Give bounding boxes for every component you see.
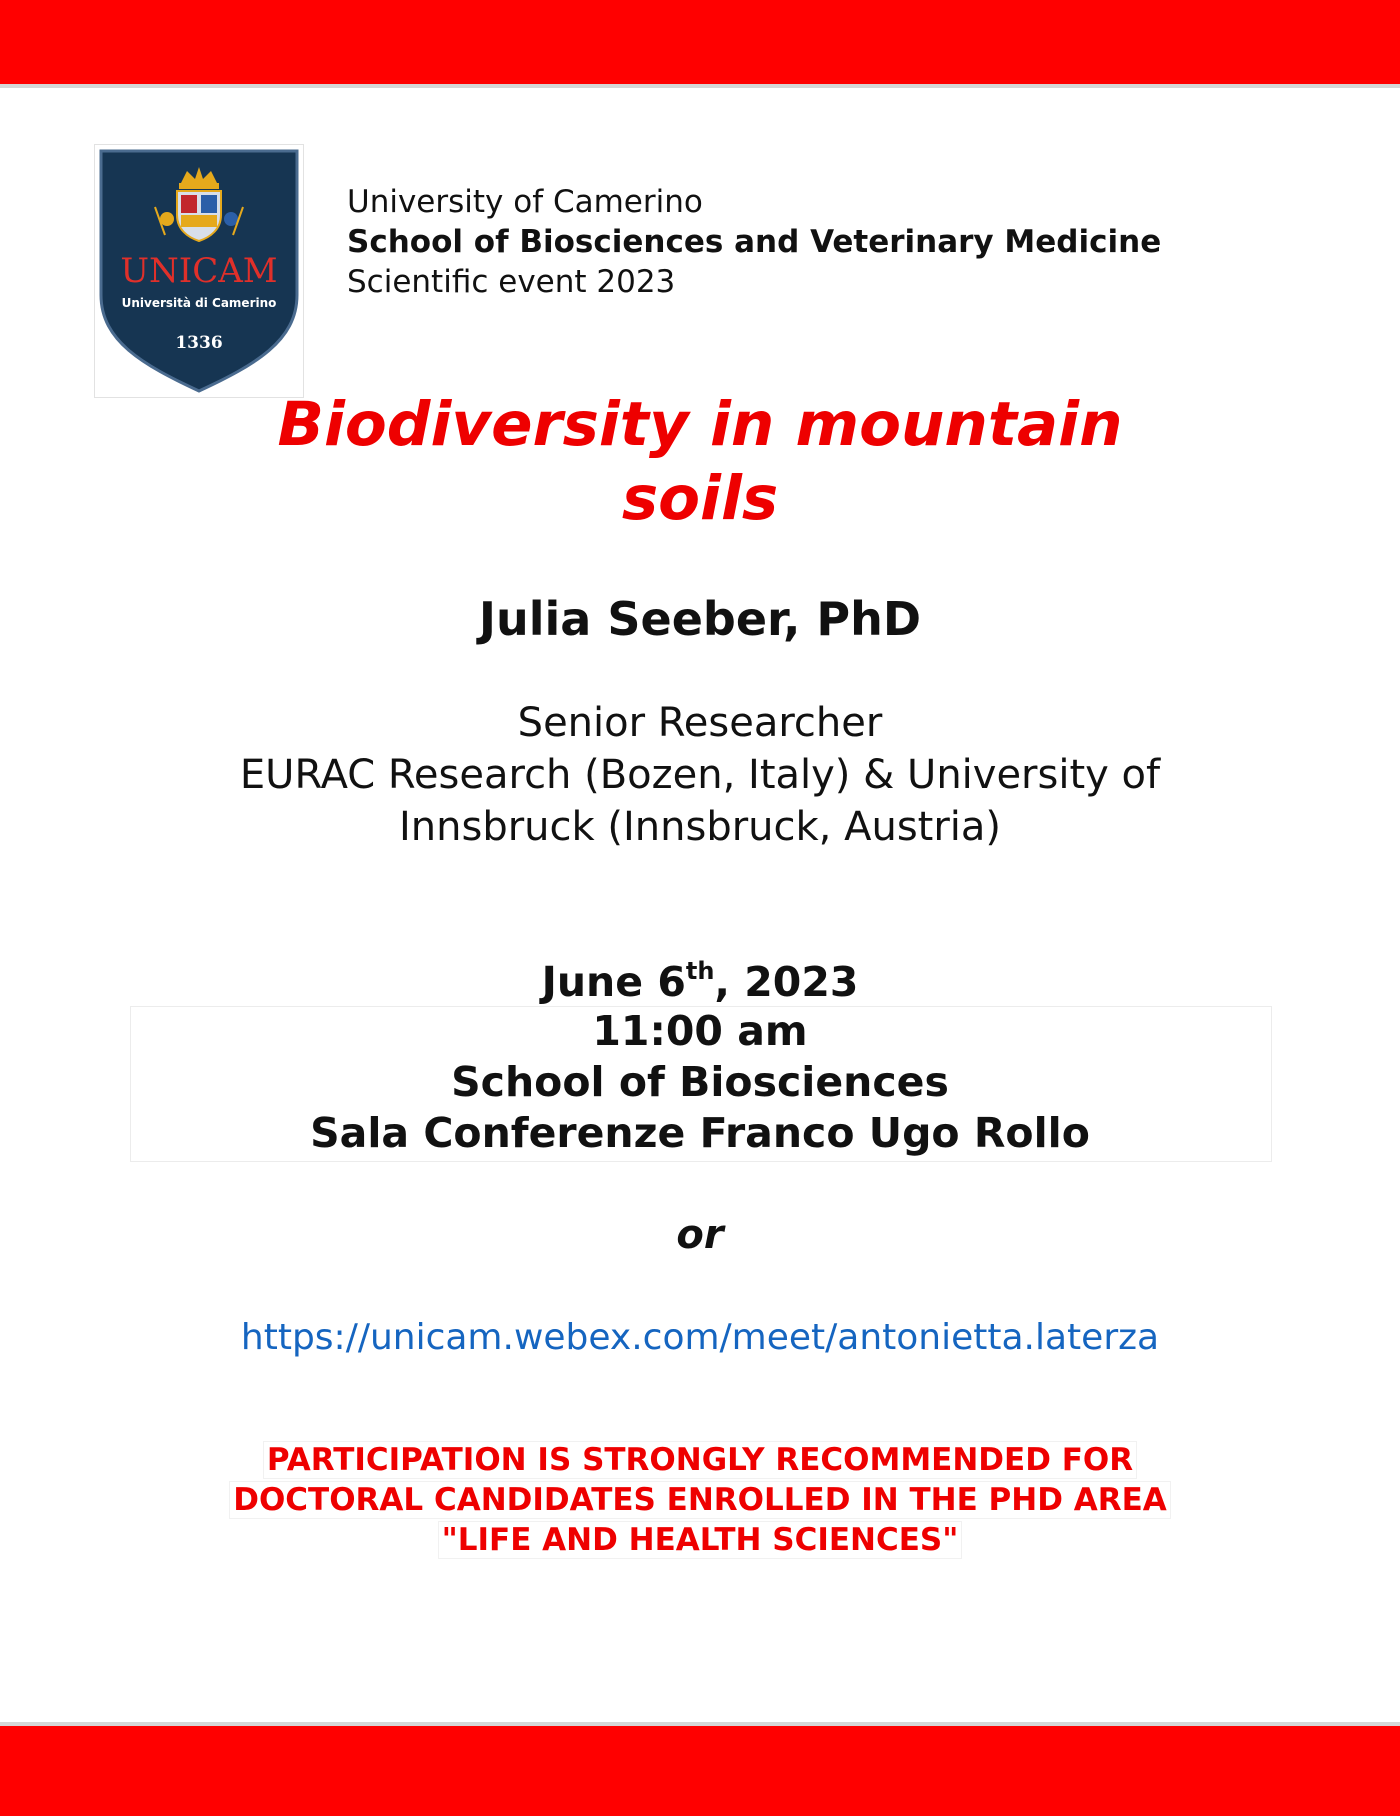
event-date [0,955,1400,1009]
notice-line-2: DOCTORAL CANDIDATES ENROLLED IN THE PHD AREA [230,1482,1170,1518]
date-prefix: June 6 [541,958,686,1006]
top-band-rule [0,84,1400,88]
event-label: Scientific event 2023 [347,264,676,300]
participation-notice [0,1440,1400,1560]
notice-line-3: "LIFE AND HEALTH SCIENCES" [439,1522,962,1558]
speaker-role: Senior Researcher [517,700,883,746]
or-separator: or [676,1212,724,1258]
logo-name: UNICAM [120,251,278,291]
title-line-2: soils [621,463,779,534]
notice-line-1: PARTICIPATION IS STRONGLY RECOMMENDED FOR [264,1442,1136,1478]
event-place: School of Biosciences [451,1058,949,1106]
logo-subtitle: Università di Camerino [121,296,277,310]
university-name: University of Camerino [347,184,703,220]
webex-link[interactable]: https://unicam.webex.com/meet/antonietta.laterza [240,1317,1160,1358]
affiliation-line-1: EURAC Research (Bozen, Italy) & University of [239,752,1161,798]
event-room: Sala Conferenze Franco Ugo Rollo [310,1109,1090,1157]
speaker-name: Julia Seeber, PhD [478,592,922,646]
top-red-band [0,0,1400,84]
date-ordinal: th [685,957,715,985]
date-year: , 2023 [714,958,859,1006]
event-time: 11:00 am [592,1007,808,1055]
school-name: School of Biosciences and Veterinary Medicine [347,224,1162,260]
bottom-red-band [0,1726,1400,1816]
unicam-logo [94,144,304,398]
title-line-1: Biodiversity in mountain [277,389,1123,460]
speaker-affiliation [0,697,1400,853]
event-title [0,388,1400,536]
header [347,182,1327,302]
event-venue [0,1006,1400,1159]
logo-year: 1336 [175,333,223,353]
affiliation-line-2: Innsbruck (Innsbruck, Austria) [398,804,1002,850]
